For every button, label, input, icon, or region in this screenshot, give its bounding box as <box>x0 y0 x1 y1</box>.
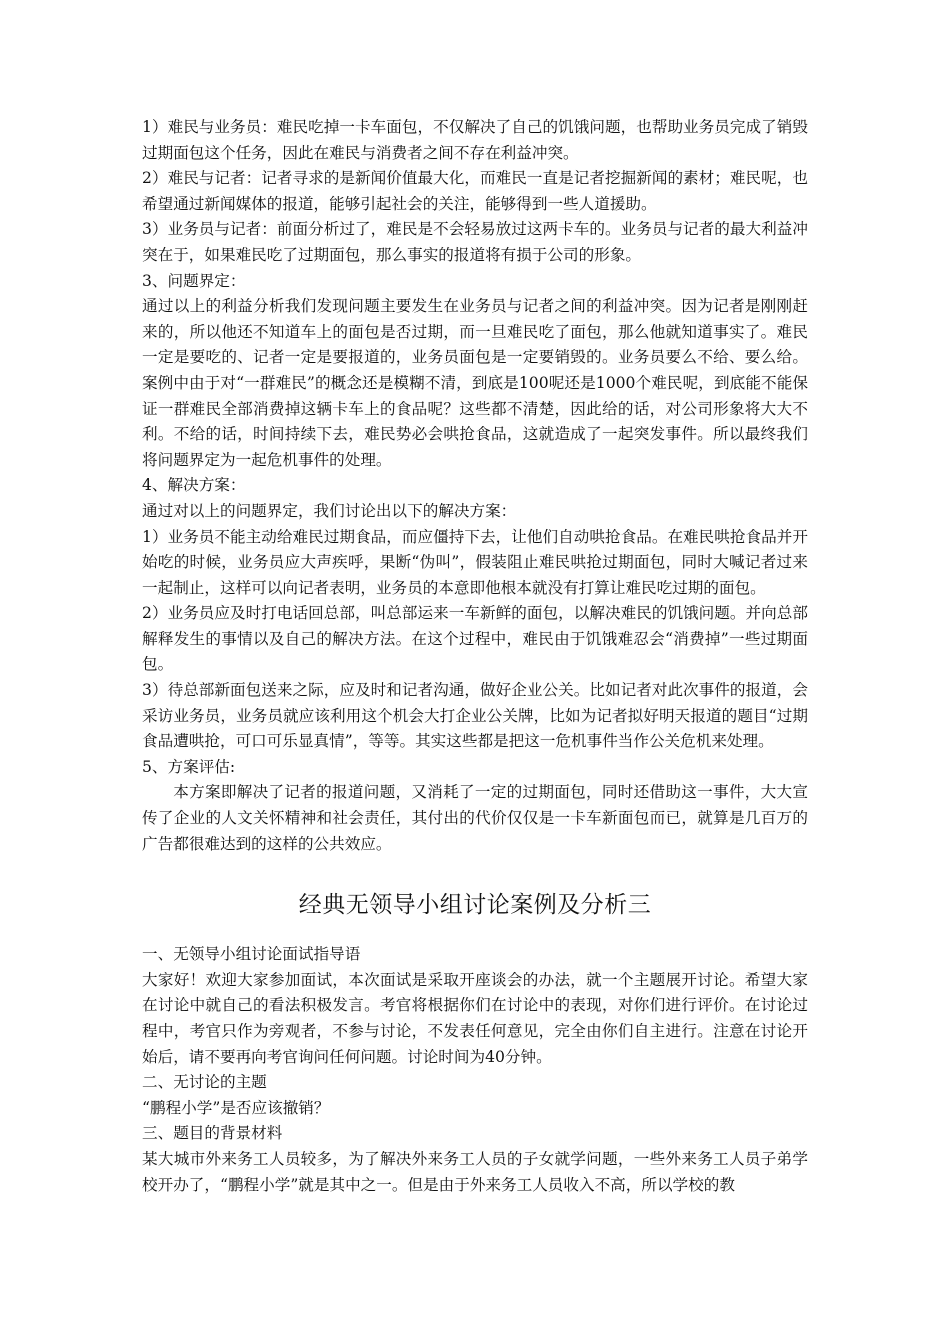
document-title: 经典无领导小组讨论案例及分析三 <box>298 892 652 919</box>
paragraph-solution-3: 3）待总部新面包送来之际，应及时和记者沟通，做好企业公关。比如记者对此次事件的报道，会采访业务员，业务员就应该利用这个机会大打企业公关牌，比如为记者拟好明天报道的题目“过期食品遭哄抢，可口可乐显真情”，等等。其实这些都是把这一危机事件当作公关危机来处理。 <box>142 681 808 751</box>
heading-evaluation: 5、方案评估: <box>142 757 236 776</box>
paragraph-conflict-salesman-reporter: 3）业务员与记者：前面分析过了，难民是不会轻易放过这两卡车的。业务员与记者的最大利益冲突在于，如果难民吃了过期面包，那么事实的报道将有损于公司的形象。 <box>142 220 808 264</box>
heading-background: 三、题目的背景材料 <box>142 1124 283 1143</box>
heading-problem-definition: 3、问题界定： <box>142 271 246 290</box>
paragraph-problem-definition: 通过以上的利益分析我们发现问题主要发生在业务员与记者之间的利益冲突。因为记者是刚刚赶来的，所以他还不知道车上的面包是否过期，而一旦难民吃了面包，那么他就知道事实了。难民一定是要吃的、记者一定是要报道的，业务员面包是一定要销毁的。业务员要么不给、要么给。案例中由于对“一群难民”的概念还是模糊不清，到底是100呢还是1000个难民呢，到底能不能保证一群难民全部消费掉这辆卡车上的食品呢？这些都不清楚，因此给的话，对公司形象将大大不利。不给的话，时间持续下去，难民势必会哄抢食品，这就造成了一起突发事件。所以最终我们将问题界定为一起危机事件的处理。 <box>142 297 808 469</box>
heading-instructions: 一、无领导小组讨论面试指导语 <box>142 945 361 964</box>
paragraph-solution-1: 1）业务员不能主动给难民过期食品，而应僵持下去，让他们自动哄抢食品。在难民哄抢食品并开始吃的时候，业务员应大声疾呼，果断“伪叫”，假装阻止难民哄抢过期面包，同时大喊记者过来一起制止，这样可以向记者表明，业务员的本意即他根本就没有打算让难民吃过期的面包。 <box>142 527 808 597</box>
document-body <box>142 115 808 1198</box>
paragraph-solution-intro: 通过对以上的问题界定，我们讨论出以下的解决方案： <box>142 501 517 520</box>
paragraph-solution-2: 2）业务员应及时打电话回总部，叫总部运来一车新鲜的面包，以解决难民的饥饿问题。并向总部解释发生的事情以及自己的解决方法。在这个过程中，难民由于饥饿难忍会“消费掉”一些过期面包。 <box>142 604 808 674</box>
paragraph-topic: “鹏程小学”是否应该撤销？ <box>142 1098 330 1117</box>
heading-topic: 二、无讨论的主题 <box>142 1073 267 1092</box>
paragraph-background: 某大城市外来务工人员较多，为了解决外来务工人员的子女就学问题，一些外来务工人员子弟学校开办了，“鹏程小学”就是其中之一。但是由于外来务工人员收入不高，所以学校的教 <box>142 1149 808 1194</box>
paragraph-evaluation: 本方案即解决了记者的报道问题，又消耗了一定的过期面包，同时还借助这一事件，大大宣传了企业的人文关怀精神和社会责任，其付出的代价仅仅是一卡车新面包而已，就算是几百万的广告都很难达到的这样的公共效应。 <box>142 783 808 853</box>
paragraph-instructions: 大家好！欢迎大家参加面试，本次面试是采取开座谈会的办法，就一个主题展开讨论。希望大家在讨论中就自己的看法积极发言。考官将根据你们在讨论中的表现，对你们进行评价。在讨论过程中，考官只作为旁观者，不参与讨论，不发表任何意见，完全由你们自主进行。注意在讨论开始后，请不要再向考官询问任何问题。讨论时间为40分钟。 <box>142 970 808 1066</box>
paragraph-conflict-refugee-reporter: 2）难民与记者：记者寻求的是新闻价值最大化，而难民一直是记者挖掘新闻的素材；难民呢，也希望通过新闻媒体的报道，能够引起社会的关注，能够得到一些人道援助。 <box>142 169 808 213</box>
paragraph-conflict-refugee-salesman: 1）难民与业务员：难民吃掉一卡车面包，不仅解决了自己的饥饿问题，也帮助业务员完成了销毁过期面包这个任务，因此在难民与消费者之间不存在利益冲突。 <box>142 118 808 162</box>
heading-solution: 4、解决方案： <box>142 476 246 495</box>
